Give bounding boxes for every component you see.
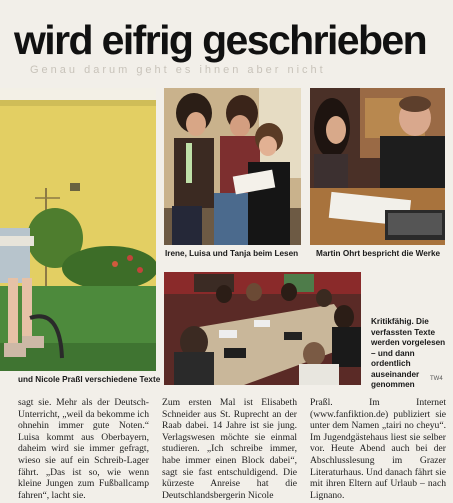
column-1-text: sagt sie. Mehr als der Deutsch-Unterricht, „weil da bekomme ich ohnehin immer gute Noten.“ Luisa kommt aus Oberbayern, daheim wird sie immer gefragt, wieso sie auf ein Schreib-Lager fährt. „Das ist so, wie wenn kleine Jungen zum Fußballcamp fahren“, lacht sie.: [18, 397, 149, 501]
photo-group-table: [164, 272, 361, 385]
bleed-through-text: Genau darum geht es ihnen aber nicht: [30, 64, 326, 76]
article-column-3: [310, 397, 446, 501]
article-column-2: [162, 397, 297, 501]
photo-credit: TW4: [430, 376, 443, 382]
photo-garden-house: [0, 88, 156, 371]
caption-left-photo: und Nicole Praßl verschiedene Texte: [18, 375, 161, 384]
headline: wird eifrig geschrieben: [14, 17, 427, 63]
column-2-text: Zum ersten Mal ist Elisabeth Schneider aus St. Ruprecht an der Raab dabei. 14 Jahre ist sie jung. Verlagswesen möchte sie einmal studieren. „Ich schreibe immer, habe immer einen Block dabei“, sagt sie fast entschuldigend. Die kürzeste Anreise hat die Deutschlandsbergerin Nicole: [162, 397, 297, 501]
column-3-text: Praßl. Im Internet (www.fanfiktion.de) publiziert sie unter dem Namen „tairi no cheyu“. Im Jugendgästehaus liest sie selber vor. Heute Abend auch bei der Abschlusslesung im Grazer Literaturhaus. Und danach fährt sie mit ihren Eltern auf Urlaub – nach Lignano.: [310, 397, 446, 501]
photo-teacher: [310, 88, 445, 245]
caption-group-photo: Kritikfähig. Die verfassten Texte werden vorgelesen – und dann ordentlich auseinander genommen: [371, 317, 446, 389]
caption-girls-photo: Irene, Luisa und Tanja beim Lesen: [165, 249, 299, 258]
photo-girls-reading: [164, 88, 301, 245]
article-column-1: [18, 397, 149, 501]
caption-teacher-photo: Martin Ohrt bespricht die Werke: [316, 249, 441, 258]
